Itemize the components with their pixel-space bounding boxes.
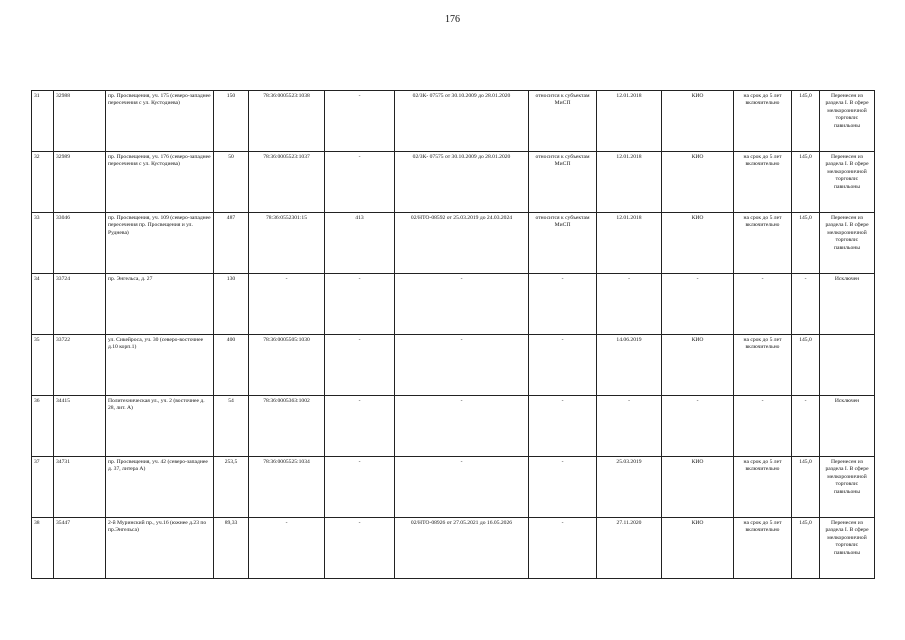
- date: -: [597, 396, 662, 457]
- row-number: 32: [32, 152, 54, 213]
- term: на срок до 5 лет включительно: [734, 457, 792, 518]
- contract: 02/ЗК- 07575 от 30.10.2009 до 28.01.2020: [395, 152, 529, 213]
- address: 2-й Муринский пр., уч.16 (южнее д.23 по пр.Энгельса): [106, 518, 214, 579]
- organization: КИО: [662, 518, 734, 579]
- table-row: [32, 213, 875, 274]
- organization: -: [662, 274, 734, 335]
- table-row: [32, 152, 875, 213]
- note: Перенесен из раздела I. В сфере мелкорозничной торговли: павильоны: [820, 457, 875, 518]
- cadastral-number: 78:36:0005363:1002: [249, 396, 325, 457]
- cadastral-number: 78:36:0005505:1030: [249, 335, 325, 396]
- organization: -: [662, 396, 734, 457]
- object-id: 32988: [54, 91, 106, 152]
- amount: 145,0: [792, 152, 820, 213]
- amount: -: [792, 274, 820, 335]
- object-id: 33722: [54, 335, 106, 396]
- note: Перенесен из раздела I. В сфере мелкорозничной торговли: павильоны: [820, 518, 875, 579]
- term: на срок до 5 лет включительно: [734, 91, 792, 152]
- area: 150: [214, 91, 249, 152]
- address: Политехническая ул., уч. 2 (восточнее д. 28, лит. А): [106, 396, 214, 457]
- note: Исключен: [820, 274, 875, 335]
- organization: КИО: [662, 91, 734, 152]
- contract: -: [395, 457, 529, 518]
- term: на срок до 5 лет включительно: [734, 335, 792, 396]
- table-row: [32, 335, 875, 396]
- organization: КИО: [662, 335, 734, 396]
- term: -: [734, 396, 792, 457]
- table-row: [32, 518, 875, 579]
- object-id: 34415: [54, 396, 106, 457]
- address: ул. Сикейроса, уч. 30 (северо-восточнее д.10 корп.1): [106, 335, 214, 396]
- note: [820, 335, 875, 396]
- subject-status: -: [529, 396, 597, 457]
- note: Перенесен из раздела I. В сфере мелкорозничной торговли: павильоны: [820, 213, 875, 274]
- amount: 145,0: [792, 91, 820, 152]
- cadastral-number: 78:36:0005523:1037: [249, 152, 325, 213]
- cadastral-number: -: [249, 518, 325, 579]
- note: Перенесен из раздела I. В сфере мелкорозничной торговли: павильоны: [820, 91, 875, 152]
- row-number: 33: [32, 213, 54, 274]
- area-secondary: -: [325, 152, 395, 213]
- note: Исключен: [820, 396, 875, 457]
- address: пр. Просвещения, уч. 109 (северо-западнее пересечения пр. Просвещения и ул. Руднева): [106, 213, 214, 274]
- table-row: [32, 274, 875, 335]
- area: 130: [214, 274, 249, 335]
- amount: 145,0: [792, 518, 820, 579]
- table-row: [32, 91, 875, 152]
- subject-status: относится к субъектам МиСП: [529, 152, 597, 213]
- object-id: 33724: [54, 274, 106, 335]
- amount: -: [792, 396, 820, 457]
- cadastral-number: 78:36:0552301:15: [249, 213, 325, 274]
- area-secondary: -: [325, 396, 395, 457]
- cadastral-number: -: [249, 274, 325, 335]
- area: 400: [214, 335, 249, 396]
- object-id: 34731: [54, 457, 106, 518]
- area-secondary: -: [325, 335, 395, 396]
- contract: -: [395, 396, 529, 457]
- area: 89,33: [214, 518, 249, 579]
- contract: 02/ЗК- 07575 от 30.10.2009 до 28.01.2020: [395, 91, 529, 152]
- address: пр. Энгельса, д. 27: [106, 274, 214, 335]
- subject-status: относится к субъектам МиСП: [529, 91, 597, 152]
- term: на срок до 5 лет включительно: [734, 518, 792, 579]
- amount: 145,0: [792, 457, 820, 518]
- area-secondary: -: [325, 274, 395, 335]
- address: пр. Просвещения, уч. 42 (северо-западнее д. 37, литера А): [106, 457, 214, 518]
- subject-status: -: [529, 274, 597, 335]
- amount: 145,0: [792, 335, 820, 396]
- date: 25.03.2019: [597, 457, 662, 518]
- cadastral-number: 78:36:0005525:1034: [249, 457, 325, 518]
- cadastral-number: 78:36:0005523:1038: [249, 91, 325, 152]
- note: Перенесен из раздела I. В сфере мелкорозничной торговли: павильоны: [820, 152, 875, 213]
- area: 253,5: [214, 457, 249, 518]
- row-number: 37: [32, 457, 54, 518]
- subject-status: -: [529, 518, 597, 579]
- date: 12.01.2018: [597, 152, 662, 213]
- term: -: [734, 274, 792, 335]
- amount: 145,0: [792, 213, 820, 274]
- row-number: 35: [32, 335, 54, 396]
- area: 54: [214, 396, 249, 457]
- table-row: [32, 396, 875, 457]
- register-table: [31, 90, 875, 579]
- table-row: [32, 457, 875, 518]
- subject-status: -: [529, 457, 597, 518]
- date: 12.01.2018: [597, 91, 662, 152]
- row-number: 34: [32, 274, 54, 335]
- object-id: 35447: [54, 518, 106, 579]
- address: пр. Просвещения, уч. 175 (северо-западнее пересечения с ул. Кустодиева): [106, 91, 214, 152]
- date: 14.06.2019: [597, 335, 662, 396]
- address: пр. Просвещения, уч. 176 (северо-западнее пересечения с ул. Кустодиева): [106, 152, 214, 213]
- subject-status: относится к субъектам МиСП: [529, 213, 597, 274]
- date: -: [597, 274, 662, 335]
- date: 27.11.2020: [597, 518, 662, 579]
- area: 50: [214, 152, 249, 213]
- organization: КИО: [662, 152, 734, 213]
- subject-status: -: [529, 335, 597, 396]
- contract: -: [395, 335, 529, 396]
- area-secondary: 413: [325, 213, 395, 274]
- organization: КИО: [662, 213, 734, 274]
- area: 487: [214, 213, 249, 274]
- row-number: 38: [32, 518, 54, 579]
- area-secondary: -: [325, 91, 395, 152]
- contract: 02/НТО-08926 от 27.05.2021 до 16.05.2026: [395, 518, 529, 579]
- area-secondary: -: [325, 457, 395, 518]
- contract: -: [395, 274, 529, 335]
- organization: КИО: [662, 457, 734, 518]
- object-id: 33046: [54, 213, 106, 274]
- contract: 02/НТО-08592 от 25.03.2019 до 24.03.2024: [395, 213, 529, 274]
- term: на срок до 5 лет включительно: [734, 152, 792, 213]
- page-number: 176: [445, 14, 460, 25]
- row-number: 31: [32, 91, 54, 152]
- area-secondary: -: [325, 518, 395, 579]
- term: на срок до 5 лет включительно: [734, 213, 792, 274]
- row-number: 36: [32, 396, 54, 457]
- object-id: 32989: [54, 152, 106, 213]
- date: 12.01.2018: [597, 213, 662, 274]
